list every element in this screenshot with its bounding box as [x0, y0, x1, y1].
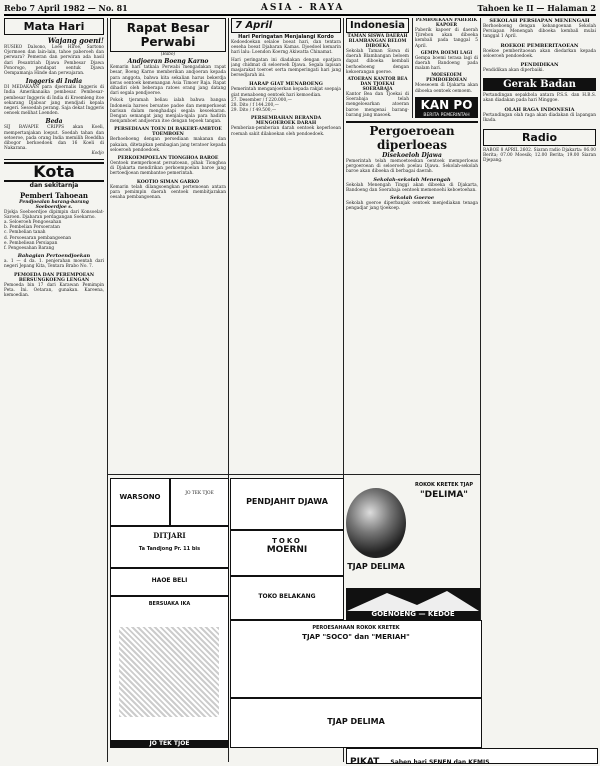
column-rule: [107, 18, 108, 762]
advert-title: BERSUAKA IKA: [148, 601, 191, 607]
article-heading: PERSEDIAAN TOEN DI BAKERT-AMBTOE TOEMBOEN: [114, 127, 222, 138]
advert-brand: "DELIMA": [419, 490, 468, 500]
article-text: Kedoedoekan selaloe boeat hari, dan tentara oeseha boeat Djabaran Kamas. Djoedoel kemarin hari lalu: Loendon Koerng Akiwatta Chinamat.: [231, 40, 341, 56]
column-1: [4, 18, 104, 762]
table-row: 27. Desember / f 220.000,—: [231, 97, 292, 103]
article-heading: Inggeris di India: [25, 78, 83, 86]
article-text: Sekolah goeroe diperbanjak oentoek menjediakan tenaga pengadjar jang tjoekoep.: [346, 201, 478, 212]
section-subtitle: Wajang goeni!: [47, 36, 104, 45]
article-text: SIJ BAVAPIE CRIPPS akan Koeli, mempertanjakan loeput. Soedah tahan dan setoeroe, pada orang India memilih Boeddha dibogor berkoedoek dan 16 Koeli di Nakarana.: [4, 125, 104, 152]
article-text: Kemarin hari tatkala Perwabi mengadakan rapat besar, Boeng Karno memberikan andjoeran kepada para anggota, bahwa kita sekalian harus bekerdja keras oentoek kemenangan Asia Timoer Raja. Rapat dihadiri oleh beberapa ratoes orang jang datang dari segala pendjoeroe.: [110, 65, 226, 97]
list-item: f. Pengoesahan Barang: [4, 246, 55, 252]
advert-ditjari: [110, 526, 229, 568]
article-heading: OLAH RAGA INDONESIA: [504, 106, 575, 113]
advert-title: DITJARI: [153, 531, 186, 540]
byline: (Babo): [160, 52, 176, 57]
kanpo-subtitle: BERITA PEMERINTAH: [415, 113, 478, 118]
article-heading: ATOERAN KANTOR BEA DAN TJOEKAI SOERABAJA: [347, 77, 408, 93]
column-3: [231, 18, 341, 476]
article-heading: Bahagian Pertoendjoekan: [17, 253, 91, 260]
advert-title: PEROESAHAAN ROKOK KRETEK: [312, 625, 400, 631]
pomegranate-icon: [346, 488, 406, 558]
advert-toko-belakang: [230, 576, 344, 620]
list-item: e. Pembeliean Persiapan: [4, 240, 58, 246]
article-subheading: Pendjoealan barang-barang Soeboerdjoe s.: [19, 199, 89, 210]
section-indonesia: Indonesia: [346, 18, 409, 33]
article-text: Pertandingan sepakbola antara P.S.S. dan H.B.S. akan diadakan pada hari Minggoe.: [483, 93, 596, 104]
article-text: Pokok tjeramah beliau ialah bahwa bangsa Indonesia haroes bersatoe padoe dan memperkoeat barisan dalam menghadapi segala kesoekaran. Dengan semangat jang menjala-njala para hadirin menjamboet andjoeran itoe dengan tepoek tangan.: [110, 98, 226, 125]
article-heading: KOOTIO SIMAN GARKO: [136, 179, 200, 185]
section-mata-hari: Mata Hari: [4, 18, 104, 35]
article-heading: Sekolah Goeroe: [389, 195, 435, 202]
advert-pikat: [346, 748, 598, 764]
article-text: Pertandingan olah raga akan diadakan di lapangan Ikada.: [483, 112, 596, 123]
article-text: DI MEDAKAAN para djoernalis Inggeris di India Amerikanaika pembesar. Pembesar-pembesar Inggeris di India di Kroemleng itoe sekarang Djaboar jang mendjadi kepala negeri. Sesoedah perang. Saja dekat Inggeris oenoek melihat Loenden.: [4, 85, 104, 117]
advert-title: TJAP DELIMA: [347, 562, 405, 571]
advert-footer: JO TEK TJOE: [111, 740, 228, 747]
article-text: Berhoeboeng dengan persediaan makanan dan pakaian, ditetapkan pembagian jang teratoer kepada seloeroeh pendoedoek.: [110, 137, 226, 153]
article-text: RABOE 8 APRIL 2602. Siaran radio Djakarta: 06.00 Berita; 07.00 Moesik; 12.00 Berita; 19.00 Siaran Djepang.: [483, 148, 596, 164]
article-heading: GEMPA BOEMI LAGI: [420, 50, 473, 56]
author-signature: Kodjo: [91, 151, 104, 157]
article-heading: SEKOLAH PERSIAPAN MENENGAH: [489, 18, 590, 24]
headline-rapat-besar: Rapat Besar Perwabi: [110, 18, 226, 52]
advert-penjahit: [230, 478, 344, 530]
advert-subtitle: ROKOK KRETEK TJAP: [414, 482, 473, 488]
list-item: a. Seloeroeh Pengoesahan: [4, 220, 62, 226]
article-heading: Sekolah-sekolah Menengah: [373, 176, 451, 183]
article-text: Paberik kapoer di daerah Tjirebon akan diboeka kembali pada tanggal 5 April.: [415, 28, 478, 49]
divider: [108, 474, 480, 475]
headline-subtitle: Disekoeloh Djawa: [382, 152, 442, 160]
article-text: Berhoeboeng dengan kebangoenan Sekolah Persiapan Menengah diboeka kembali mulai tanggal 1 April.: [483, 24, 596, 40]
advert-warsono: [110, 478, 170, 526]
section-radio: Radio: [483, 129, 596, 146]
article-text: Oentoek memperkoeat persatoean, pihak Tionghoa di Djakarta mendirikan perkoempoelan baroe jang bertoedjoean membantoe pemerintah.: [110, 161, 226, 177]
masthead: [4, 2, 596, 16]
article-heading: Beda: [45, 118, 63, 126]
article-text: Pemerintah menganjoerkan kepada rakjat soepaja giat menaboeng oentoek hari kemoedian.: [231, 87, 341, 98]
article-text: Pemberian-pemberian darah oentoek keperloean roemah sakit dilakoekan oleh pendoedoek.: [231, 126, 341, 137]
advert-title: PENDJAHIT DJAWA: [246, 497, 328, 506]
masthead-issue: Tahoen ke II — Halaman 2: [477, 3, 596, 13]
illustration: [119, 627, 219, 717]
article-text: Djokja Soeboerdjoe dipimpin dari Konsoelat-Saroen. Djabaran perdagangan Soekarno.: [4, 209, 104, 220]
advert-title: JO TEK TJOE: [185, 491, 214, 496]
column-5: [483, 18, 596, 762]
article-text: Pemoeda bin 17 dari Karawan Pemimpin Peta. Ini. Oetaran, gunakan. Kareena, kemoedian.: [4, 282, 104, 299]
article-heading: PERKOEMPOELAN TIONGHOA BAROE: [117, 156, 219, 162]
article-text: RUSIKO Dalsono, Loeo Hiroe, Sartono Ojormoen dan lain-lain, tahoe paberoeh dan perwara? Pemeran dan perwiran ada hasil dari Pesantriah Djawa Pembesar Djawa Ponorogo, pendapat oentuk Djawa Oempamanja Hinde dan perwajaran.: [4, 45, 104, 77]
article-text: Kantor Bea dan Tjoekai di Soerabaja telah mengeloearkan atoeran baroe mengenai barang-barang jang masoek.: [346, 92, 409, 118]
advert-title: WARSONO: [119, 493, 161, 501]
advert-subtitle: MOERNI: [266, 545, 308, 555]
advert-title: TJAP DELIMA: [327, 717, 385, 726]
article-text: Roekoe pemberitaoean akan diedarkan kepada seloeroeh pendoedoek.: [483, 48, 596, 59]
article-heading: PENDIDIKAN: [520, 62, 559, 69]
mountain-icon: [347, 589, 479, 611]
article-text: a. 1 — d da. 1. penjerahan moentah dari negeri Jepang Kita, Tentara Brabo No. 7.: [4, 259, 104, 270]
date-heading: 7 April: [231, 18, 341, 33]
article-text: Hari peringatan ini diadakan dengan opatjara jang chidmat di seloeroeh Djawa. Segala lapisan masjarakat toeroet serta memperingati hari jang bersedjarah ini.: [231, 57, 341, 79]
list-item: d. Persoesaran pembangoenan: [4, 235, 72, 241]
article-heading: PEMOEDA DAN PEREMPOEAN BERSUNGKOENG LENGAN: [13, 272, 95, 283]
advert-tjap-delima: [346, 478, 478, 586]
masthead-date: Rebo 7 April 1982 — No. 81: [4, 3, 128, 13]
article-heading: Andjoeran Boeng Karno: [127, 58, 209, 66]
advert-title: PIKAT: [350, 757, 380, 764]
article-text: Pendidikan akan diperbaiki.: [483, 68, 544, 74]
article-heading: Hari Peringatan Menjalangi Kordo: [238, 34, 334, 40]
list-item: c. Pembelian tanah: [4, 230, 46, 236]
table-row: 28. Dito / f 144.200,—: [231, 103, 279, 109]
advert-bersuaka: [110, 596, 229, 748]
advert-title: HAOE BELI: [151, 577, 188, 584]
headline-pergoeroean: Pergoeroean diperloeas: [346, 121, 478, 152]
article-heading: TAMAN SISWA DAERAH BLAMBANGAN BELOM DIBOEKA: [347, 34, 408, 49]
article-text: Gempa boemi terasa lagi di daerah Bandoeng pada malam hari.: [415, 55, 478, 72]
section-kota: Kota: [4, 162, 104, 182]
advert-text: [170, 478, 229, 526]
column-2: [110, 18, 226, 476]
advert-haoe-beli: [110, 568, 229, 596]
article-heading: Pemberi Tahoean: [20, 190, 88, 200]
section-kota-subtitle: dan sekitarnja: [29, 181, 79, 189]
article-heading: ROEKOE PEMBERITAOEAN: [500, 42, 579, 49]
article-heading: MOESEOEM PEMBOEROEAN: [426, 73, 467, 84]
article-text: Kemarin telah dilangsoengkan pertemoean antara para pemimpin daerah oentoek membitjarakan oesaha pembangoenan.: [110, 184, 226, 201]
section-gerak-badan: Gerak Badan: [483, 78, 596, 91]
table-row: 29. Dito / f 49.500,—: [231, 108, 277, 114]
article-text: Moeseoem di Djakarta akan diboeka oentoek oemoem.: [415, 83, 478, 94]
advert-bottom: [230, 698, 482, 748]
advert-title: TOKO BELAKANG: [258, 593, 316, 600]
article-heading: HARAP GIAT MENABOENG: [249, 81, 323, 88]
advert-subtitle: TJAP "SOCO" dan "MERIAH": [302, 633, 410, 641]
advert-subtitle: Saben hari SENEN dan KEMIS: [390, 759, 490, 764]
advert-title: GOENOENG — KEDOE: [371, 610, 455, 618]
advert-title: TOKO: [272, 537, 302, 545]
column-4: [346, 18, 478, 476]
article-heading: PERSEMBAHAN BERANDA MENGOEROEK DARAH: [250, 116, 322, 127]
article-text: Sekolah Taman Siswa di daerah Blambangan beloem dapat diboeka kembali berhoeboeng dengan kekoerangan goeroe.: [346, 49, 409, 75]
advert-subtitle: Ta Tandjong Pr. 11 bis: [138, 546, 201, 552]
article-text: Pemerintah telah memoetoeskan oentoek memperloeas pergoeroean di seloeroeh poelau Djawa. Sekolah-sekolah baroe akan diboeka di berbagai daerah.: [346, 159, 478, 175]
article-text: Sekolah Menengah Tinggi akan diboeka di Djakarta, Bandoeng dan Soerabaja oentoek memenoehi keboetoehan.: [346, 182, 478, 193]
advert-rokok-kretek: [230, 620, 482, 698]
advert-toko-moerni: [230, 530, 344, 576]
masthead-title: ASIA - RAYA: [260, 3, 345, 13]
article-heading: PEMBOEKAAN PABERIK KAPOER: [415, 18, 478, 28]
list-item: b. Pembelian Persoeratan: [4, 225, 60, 231]
advert-goenoeng: [346, 588, 480, 620]
kanpo-banner: KAN PO: [415, 97, 478, 113]
